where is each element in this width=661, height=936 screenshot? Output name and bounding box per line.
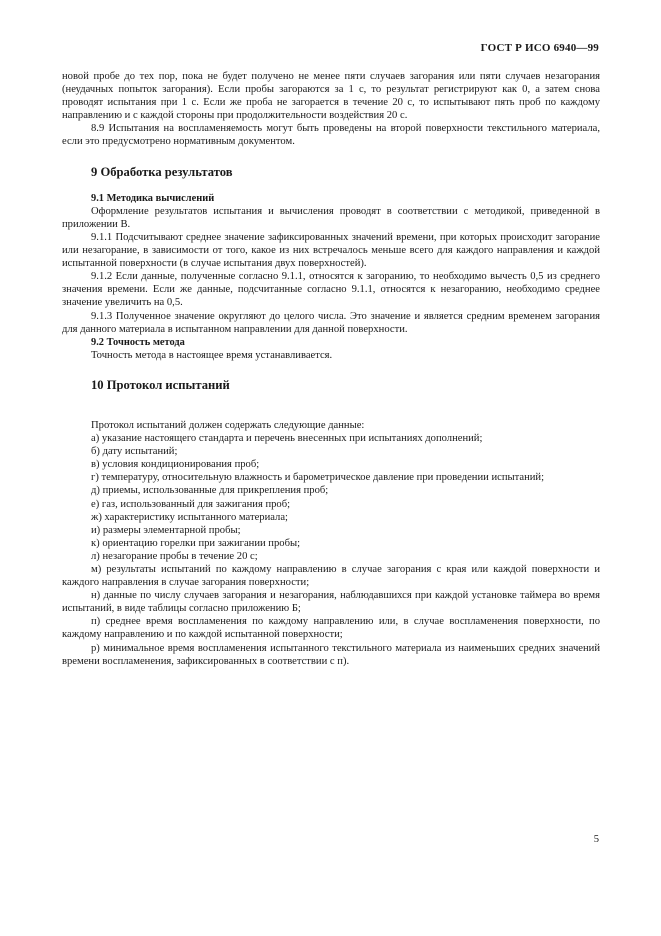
list-item: а) указание настоящего стандарта и перечень внесенных при испытаниях дополнений; <box>91 433 483 445</box>
list-item: г) температуру, относительную влажность и барометрическое давление при проведении испытаний; <box>91 472 545 484</box>
paragraph-9-1-2: 9.1.2 Если данные, полученные согласно 9.1.1, относятся к загоранию, то необходимо вычесть 0,5 из среднего значения времени. Если же данные, подсчитанные согласно 9.1.1, относятся к незагоранию, необходимо среднее значение увеличить на 0,5. <box>62 271 600 309</box>
section-heading-9: 9 Обработка результатов <box>91 164 233 179</box>
list-item: д) приемы, использованные для прикрепления проб; <box>91 485 329 497</box>
paragraph-continuation: новой пробе до тех пор, пока не будет получено не менее пяти случаев загорания или пяти случаев незагорания (неудачных попыток загорания). Если пробы загораются за 1 с, то результат регистрируют как 0, а затем снова проводят испытания при 1 с. Если же проба не загорается в течение 20 с, то испытывают пять проб по каждому направлению и с каждой стороны при продолжительности воздействия 20 с. <box>62 71 600 122</box>
list-item: м) результаты испытаний по каждому направлению в случае загорания с края или каждой поверхности и каждого направления в случае загорания поверхности; <box>62 564 600 589</box>
paragraph-10-intro: Протокол испытаний должен содержать следующие данные: <box>91 419 365 431</box>
list-item: н) данные по числу случаев загорания и незагорания, наблюдавшихся при каждой установке таймера во время испытаний, в виде таблицы согласно приложению Б; <box>62 590 600 615</box>
paragraph-9-1-3: 9.1.3 Полученное значение округляют до целого числа. Это значение и является средним временем загорания для данного материала в испытанном направлении для данной поверхности. <box>62 310 600 335</box>
spacer <box>62 405 600 419</box>
list-item: в) условия кондиционирования проб; <box>91 459 260 471</box>
list-item: р) минимальное время воспламенения испытанного текстильного материала из наименьших средних значений времени воспламенения, зафиксированных в соответствии с п). <box>62 642 600 667</box>
subsection-heading-9-1: 9.1 Методика вычислений <box>91 192 215 204</box>
section-heading-10: 10 Протокол испытаний <box>91 377 230 392</box>
paragraph-9-1-intro: Оформление результатов испытания и вычисления проводят в соответствии с методикой, приведенной в приложении В. <box>62 205 600 230</box>
list-item: б) дату испытаний; <box>91 446 178 458</box>
page-number: 5 <box>593 834 599 845</box>
list-item: л) незагорание пробы в течение 20 с; <box>91 550 258 562</box>
subsection-heading-9-2: 9.2 Точность метода <box>91 336 185 348</box>
list-item: ж) характеристику испытанного материала; <box>91 511 288 523</box>
list-item: и) размеры элементарной пробы; <box>91 524 241 536</box>
paragraph-9-2: Точность метода в настоящее время устанавливается. <box>91 349 333 361</box>
paragraph-8-9: 8.9 Испытания на воспламеняемость могут быть проведены на второй поверхности текстильного материала, если это предусмотрено нормативным документом. <box>62 123 600 148</box>
list-item: п) среднее время воспламенения по каждому направлению или, в случае воспламенения поверхности, по каждому направлению и по каждой испытанной поверхности; <box>62 616 600 641</box>
list-item: е) газ, использованный для зажигания проб; <box>91 498 291 510</box>
paragraph-9-1-1: 9.1.1 Подсчитывают среднее значение зафиксированных значений времени, при которых происходит загорание или незагорание, в зависимости от того, какое из них встречалось меньше всего для каждого направления и каждой испытанной поверхности (в случае испытания двух поверхностей). <box>62 231 600 270</box>
document-header: ГОСТ Р ИСО 6940—99 <box>480 42 599 54</box>
list-item: к) ориентацию горелки при зажигании пробы; <box>91 537 301 549</box>
document-body <box>62 70 600 668</box>
